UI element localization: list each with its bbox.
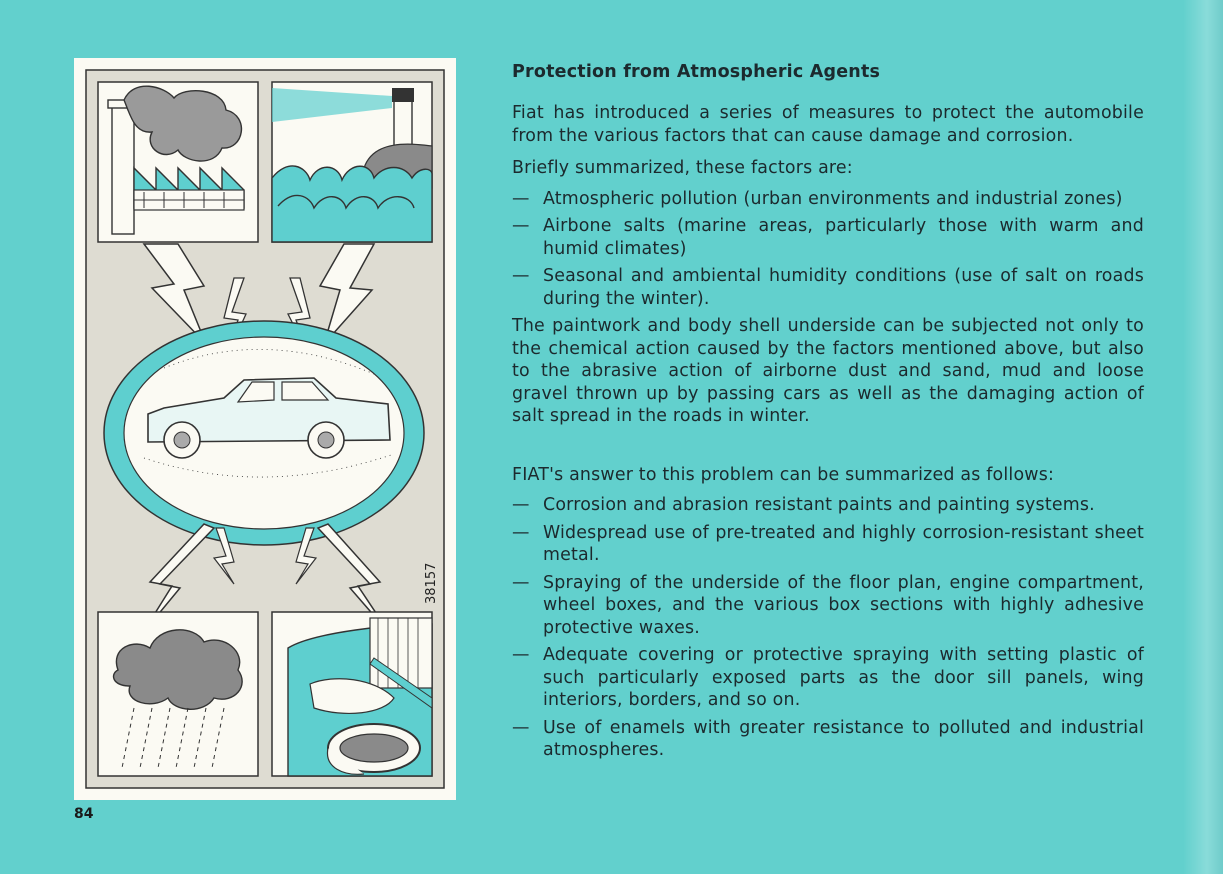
list-item — [512, 572, 1144, 640]
car-oval — [104, 321, 424, 545]
dash-mark: — — [512, 572, 530, 593]
list-item — [512, 494, 1144, 517]
list-item-text: Seasonal and ambiental humidity conditions (use of salt on roads during the winter). — [543, 266, 1144, 309]
answers-list — [512, 494, 1144, 762]
list-item-text: Atmospheric pollution (urban environments and industrial zones) — [543, 188, 1123, 209]
page-edge-shadow — [1183, 0, 1223, 874]
text-column — [512, 60, 1144, 767]
paintwork-paragraph: The paintwork and body shell underside can be subjected not only to the chemical action caused by the factors mentioned above, but also to the abrasive action of airborne dust and sand, mud and loose gravel thrown up by passing cars as well as the damaging action of salt spread in the roads in winter. — [512, 316, 1144, 426]
figure-number-wrap — [424, 562, 465, 619]
list-item — [512, 522, 1144, 567]
atmospheric-agents-illustration — [74, 58, 456, 800]
dash-mark: — — [512, 645, 530, 665]
list-item — [512, 188, 1144, 211]
dash-mark: — — [512, 717, 530, 738]
dash-mark: — — [512, 216, 530, 236]
list-item — [512, 215, 1144, 260]
illustration-drawing — [74, 58, 456, 800]
dash-mark: — — [512, 495, 530, 515]
list-item — [512, 717, 1144, 762]
sea-panel — [272, 82, 432, 242]
list-item — [512, 644, 1144, 712]
list-item-text: Airbone salts (marine areas, particularly those with warm and humid climates) — [543, 216, 1144, 259]
dash-mark: — — [512, 522, 530, 543]
factory-panel — [98, 82, 258, 242]
answer-lead: FIAT's answer to this problem can be summarized as follows: — [512, 464, 1055, 485]
windscreen-panel — [272, 612, 432, 776]
factors-lead: Briefly summarized, these factors are: — [512, 158, 853, 178]
factors-list — [512, 188, 1144, 311]
dash-mark: — — [512, 188, 530, 209]
section-heading: Protection from Atmospheric Agents — [512, 62, 881, 82]
list-item-text: Use of enamels with greater resistance to polluted and industrial atmospheres. — [543, 717, 1144, 760]
list-item-text: Corrosion and abrasion resistant paints and painting systems. — [543, 495, 1095, 515]
dash-mark: — — [512, 266, 530, 286]
list-item-text: Spraying of the underside of the floor plan, engine compartment, wheel boxes, and the various box sections with highly adhesive protective waxes. — [543, 572, 1144, 638]
rain-panel — [98, 612, 258, 776]
figure-number: 38157 — [424, 562, 439, 604]
list-item-text: Widespread use of pre-treated and highly corrosion-resistant sheet metal. — [543, 522, 1144, 565]
page-number: 84 — [74, 806, 94, 822]
list-item — [512, 265, 1144, 310]
intro-paragraph: Fiat has introduced a series of measures to protect the automobile from the various factors that can cause damage and corrosion. — [512, 103, 1144, 146]
list-item-text: Adequate covering or protective spraying with setting plastic of such particularly exposed parts as the door sill panels, wing interiors, borders, and so on. — [543, 645, 1144, 710]
